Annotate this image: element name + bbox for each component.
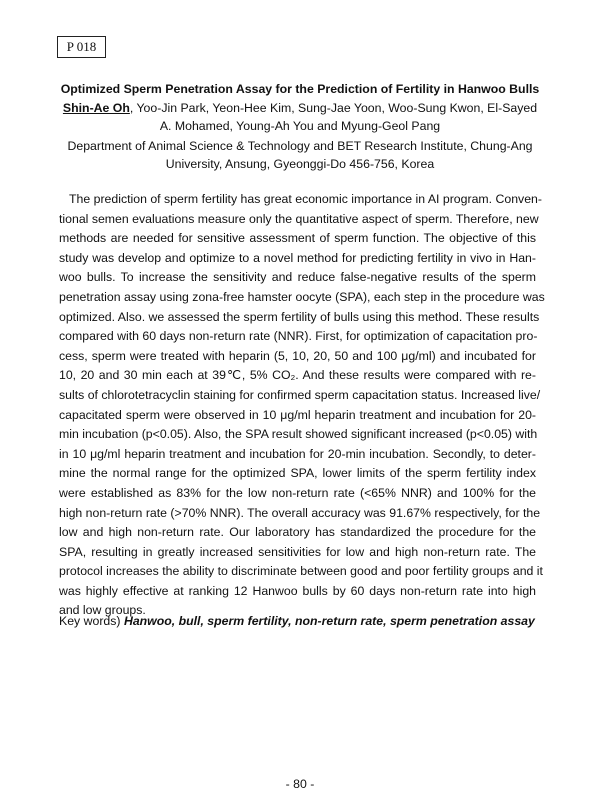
- abstract-line: protocol increases the ability to discriminate between good and poor fertility groups and it: [59, 564, 543, 579]
- paper-title: Optimized Sperm Penetration Assay for the Prediction of Fertility in Hanwoo Bulls: [60, 82, 540, 96]
- page-number: - 80 -: [285, 777, 315, 791]
- abstract-line: sults of chlorotetracyclin staining for confirmed sperm capacitation status. Increased live/: [59, 387, 541, 402]
- abstract-line: were established as 83% for the low non-return rate (<65% NNR) and 100% for the: [59, 485, 536, 500]
- abstract-line: penetration assay using zona-free hamster oocyte (SPA), each step in the procedure was: [59, 289, 545, 304]
- abstract-line: study was develop and optimize to a novel method for predicting fertility in vivo in Han-: [59, 250, 536, 265]
- presenting-author: Shin-Ae Oh: [62, 101, 130, 115]
- abstract-line: tional semen evaluations measure only the quantitative aspect of sperm. Therefore, new: [59, 211, 539, 226]
- abstract-line: in 10 μg/ml heparin treatment and incubation for 20-min incubation. Secondly, to deter-: [59, 446, 536, 461]
- abstract-line: optimized. Also. we assessed the sperm fertility of bulls using this method. These results: [59, 309, 540, 324]
- abstract-body: [59, 190, 545, 621]
- keywords-label: Key words): [59, 614, 121, 628]
- keywords-terms: Hanwoo, bull, sperm fertility, non-return rate, sperm penetration assay: [123, 614, 535, 628]
- keywords: [59, 612, 539, 630]
- abstract-line: mine the normal range for the optimized SPA, lower limits of the sperm fertility index: [59, 466, 536, 481]
- abstract-line: high non-return rate (>70% NNR). The overall accuracy was 91.67% respectively, for the: [59, 505, 541, 520]
- abstract-line: cess, sperm were treated with heparin (5, 10, 20, 50 and 100 μg/ml) and incubated for: [59, 348, 536, 363]
- author-line-1: [40, 99, 560, 117]
- abstract-line: 10, 20 and 30 min each at 39℃, 5% CO₂. And these results were compared with re-: [59, 368, 536, 383]
- abstract-line: SPA, resulting in greatly increased sensitivities for low and high non-return rate. The: [59, 544, 536, 559]
- author-list: [40, 99, 560, 135]
- abstract-line: was highly effective at ranking 12 Hanwoo bulls by 60 days non-return rate into high: [59, 583, 536, 598]
- poster-code-box: P 018: [57, 36, 106, 58]
- abstract-line: woo bulls. To increase the sensitivity and reduce false-negative results of the sperm: [59, 270, 536, 285]
- abstract-line: methods are needed for sensitive assessment of sperm function. The objective of this: [59, 231, 536, 246]
- author-line-2: A. Mohamed, Young-Ah You and Myung-Geol Pang: [159, 119, 441, 133]
- abstract-line: min incubation (p<0.05). Also, the SPA result showed significant increased (p<0.05) with: [59, 427, 538, 442]
- abstract-line: capacitated sperm were observed in 10 μg/ml heparin treatment and incubation for 20-: [59, 407, 536, 422]
- abstract-line: and low groups.: [59, 603, 146, 618]
- abstract-line: compared with 60 days non-return rate (NNR). First, for optimization of capacitation pro-: [59, 329, 538, 344]
- affiliation: [40, 137, 560, 173]
- affiliation-line-1: Department of Animal Science & Technology and BET Research Institute, Chung-Ang: [67, 139, 533, 153]
- author-line-1-rest: , Yoo-Jin Park, Yeon-Hee Kim, Sung-Jae Yoon, Woo-Sung Kwon, El-Sayed: [129, 101, 538, 115]
- abstract-line: The prediction of sperm fertility has great economic importance in AI program. Conven-: [69, 192, 542, 206]
- abstract-line: low and high non-return rate. Our laboratory has standardized the procedure for the: [59, 525, 536, 540]
- affiliation-line-2: University, Ansung, Gyeonggi-Do 456-756, Korea: [165, 157, 435, 171]
